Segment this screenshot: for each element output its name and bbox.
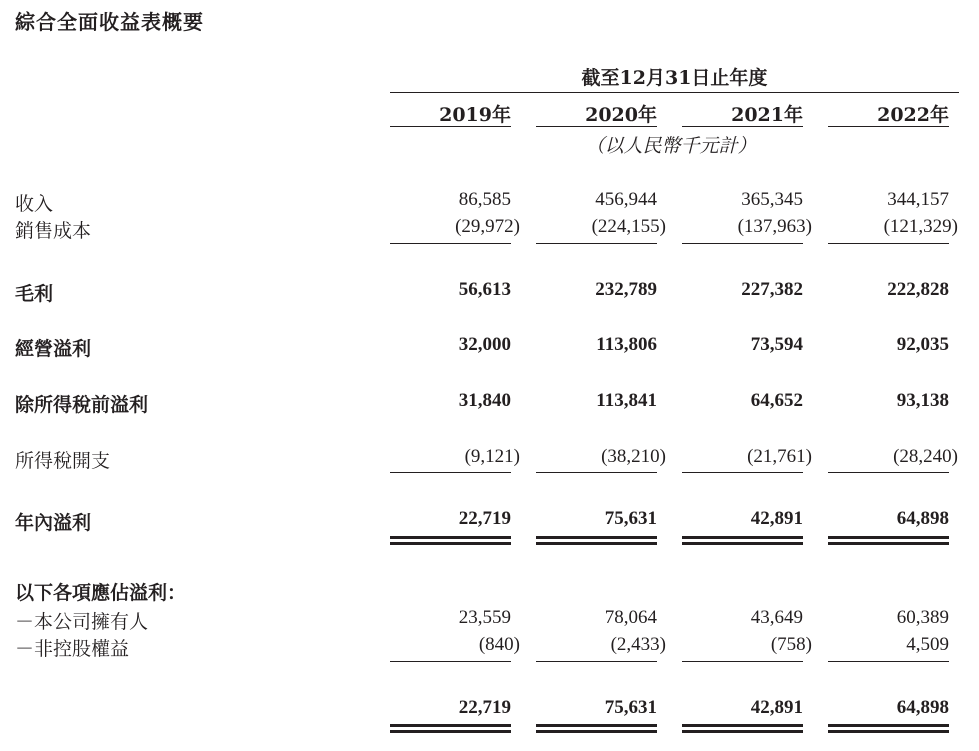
row-label-cost-of-sales: 銷售成本 [15, 220, 92, 242]
table-cell: 64,652 [750, 390, 803, 411]
table-cell: 232,789 [595, 279, 657, 300]
total-double-rule [682, 724, 803, 727]
table-cell: 227,382 [741, 279, 803, 300]
table-cell: (758) [770, 634, 812, 655]
page-title: 綜合全面收益表概要 [15, 10, 204, 34]
row-label-attributable-to: 以下各項應佔溢利： [15, 582, 187, 604]
total-double-rule [390, 724, 511, 727]
table-cell: (2,433) [610, 634, 666, 655]
year-header: 2019年 [439, 104, 511, 126]
subtotal-rule [828, 472, 949, 473]
total-double-rule [682, 542, 803, 545]
table-cell: 113,806 [596, 334, 657, 355]
table-cell: 31,840 [458, 390, 511, 411]
table-cell: 222,828 [887, 279, 949, 300]
total-double-rule [536, 724, 657, 727]
table-cell: 64,898 [896, 697, 949, 718]
total-double-rule [828, 724, 949, 727]
subtotal-rule [390, 243, 511, 244]
row-label-operating-profit: 經營溢利 [15, 338, 92, 360]
table-cell: 32,000 [458, 334, 511, 355]
table-cell: 42,891 [750, 508, 803, 529]
table-cell: 344,157 [887, 189, 949, 210]
year-header: 2022年 [877, 104, 949, 126]
table-cell: 43,649 [750, 607, 803, 628]
table-cell: (137,963) [737, 216, 812, 237]
total-double-rule [390, 730, 511, 733]
total-double-rule [536, 730, 657, 733]
row-label-revenue: 收入 [15, 193, 54, 215]
subtotal-rule [828, 661, 949, 662]
total-double-rule [828, 730, 949, 733]
subtotal-rule [536, 661, 657, 662]
table-cell: 365,345 [741, 189, 803, 210]
subtotal-rule [682, 243, 803, 244]
total-double-rule [828, 536, 949, 539]
table-cell: 86,585 [458, 189, 511, 210]
row-label-non-controlling: －非控股權益 [15, 638, 130, 660]
total-double-rule [682, 730, 803, 733]
table-cell: 73,594 [750, 334, 803, 355]
table-cell: 93,138 [896, 390, 949, 411]
table-cell: 56,613 [458, 279, 511, 300]
table-cell: 92,035 [896, 334, 949, 355]
table-cell: (28,240) [893, 446, 958, 467]
year-header: 2021年 [731, 104, 803, 126]
total-double-rule [536, 542, 657, 545]
year-underline [536, 126, 657, 127]
row-label-profit-for-year: 年內溢利 [15, 512, 92, 534]
subtotal-rule [682, 472, 803, 473]
total-double-rule [682, 536, 803, 539]
row-label-profit-before-tax: 除所得稅前溢利 [15, 394, 149, 416]
table-cell: 22,719 [458, 508, 511, 529]
period-underline [390, 92, 959, 93]
row-label-owners: －本公司擁有人 [15, 611, 149, 633]
table-cell: 456,944 [595, 189, 657, 210]
subtotal-rule [536, 472, 657, 473]
subtotal-rule [682, 661, 803, 662]
table-cell: (38,210) [601, 446, 666, 467]
total-double-rule [828, 542, 949, 545]
total-double-rule [390, 542, 511, 545]
subtotal-rule [390, 472, 511, 473]
table-cell: 60,389 [896, 607, 949, 628]
table-cell: (9,121) [464, 446, 520, 467]
total-double-rule [536, 536, 657, 539]
subtotal-rule [828, 243, 949, 244]
table-cell: (21,761) [747, 446, 812, 467]
row-label-gross-profit: 毛利 [15, 283, 54, 305]
total-double-rule [390, 536, 511, 539]
table-cell: 75,631 [604, 697, 657, 718]
table-cell: 22,719 [458, 697, 511, 718]
table-cell: 75,631 [604, 508, 657, 529]
table-cell: 64,898 [896, 508, 949, 529]
table-cell: 113,841 [596, 390, 657, 411]
table-cell: 42,891 [750, 697, 803, 718]
row-label-income-tax: 所得稅開支 [15, 450, 111, 472]
year-underline [828, 126, 949, 127]
table-cell: (224,155) [591, 216, 666, 237]
table-cell: 23,559 [458, 607, 511, 628]
table-cell: (29,972) [455, 216, 520, 237]
table-cell: (840) [478, 634, 520, 655]
table-cell: 78,064 [604, 607, 657, 628]
subtotal-rule [536, 243, 657, 244]
year-underline [390, 126, 511, 127]
year-header: 2020年 [585, 104, 657, 126]
table-cell: (121,329) [883, 216, 958, 237]
year-underline [682, 126, 803, 127]
table-cell: 4,509 [906, 634, 949, 655]
unit-note: （以人民幣千元計） [585, 135, 757, 157]
subtotal-rule [390, 661, 511, 662]
period-header: 截至12月31日止年度 [581, 67, 768, 89]
